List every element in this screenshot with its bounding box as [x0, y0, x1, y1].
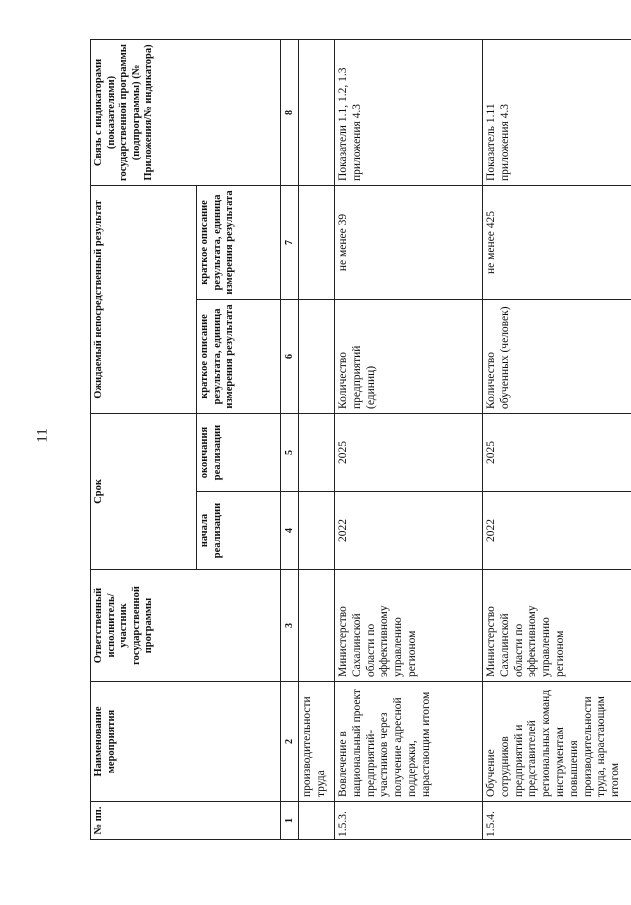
- header-term: Срок: [91, 413, 197, 569]
- header-result-short-2: краткое описание результата, единица измерения результата: [197, 185, 281, 299]
- table-row: [483, 39, 631, 839]
- cell-num: [299, 802, 335, 840]
- column-number: 1: [281, 802, 299, 840]
- cell-result-value: не менее 39: [335, 185, 483, 299]
- cell-name: Вовлечение в национальный проект предприятий-участников через получение адресной поддержки, нарастающим итогом: [335, 682, 483, 802]
- column-number: 3: [281, 570, 299, 682]
- cell-num: 1.5.4.: [483, 802, 631, 840]
- table-row: [335, 39, 483, 839]
- cell-name: Обучение сотрудников предприятий и представителей региональных команд инструментам повышения производительности труда, нарастающим итогом: [483, 682, 631, 802]
- cell-name: производительности труда: [299, 682, 335, 802]
- cell-end: 2025: [335, 413, 483, 491]
- column-number: 7: [281, 185, 299, 299]
- cell-result-value: [299, 185, 335, 299]
- header-result: Ожидаемый непосредственный результат: [91, 185, 197, 413]
- header-result-short: краткое описание результата, единица измерения результата: [197, 299, 281, 413]
- cell-start: 2022: [335, 492, 483, 570]
- column-number: 5: [281, 413, 299, 491]
- cell-executor: Министерство Сахалинской области по эффективному управлению регионом: [335, 570, 483, 682]
- column-number: 8: [281, 39, 299, 185]
- table-wrapper: [90, 40, 631, 840]
- cell-result-desc: Количество предприятий (единиц): [335, 299, 483, 413]
- cell-end: [299, 413, 335, 491]
- cell-end: 2025: [483, 413, 631, 491]
- header-name: Наименование мероприятия: [91, 682, 281, 802]
- column-number: 6: [281, 299, 299, 413]
- cell-link: Показатель 1.11 приложения 4.3: [483, 39, 631, 185]
- cell-executor: [299, 570, 335, 682]
- cell-result-desc: Количество обученных (человек): [483, 299, 631, 413]
- cell-executor: Министерство Сахалинской области по эффективному управлению регионом: [483, 570, 631, 682]
- header-executor: Ответственный исполнитель/участник государственной программы: [91, 570, 281, 682]
- column-number: 2: [281, 682, 299, 802]
- header-link: Связь с индикаторами (показателями) государственной программы (подпрограммы) (№ Приложения/№ индикатора): [91, 39, 281, 185]
- cell-result-value: не менее 425: [483, 185, 631, 299]
- cell-link: [299, 39, 335, 185]
- table-row-continuation: [299, 39, 335, 839]
- cell-start: [299, 492, 335, 570]
- cell-result-desc: [299, 299, 335, 413]
- cell-link: Показатели 1.1, 1.2, 1.3 приложения 4.3: [335, 39, 483, 185]
- header-term-start: начала реализации: [197, 492, 281, 570]
- page-number: 11: [34, 428, 51, 443]
- column-number: 4: [281, 492, 299, 570]
- cell-num: 1.5.3.: [335, 802, 483, 840]
- activities-table: [90, 39, 631, 840]
- header-num: № пп.: [91, 802, 281, 840]
- cell-start: 2022: [483, 492, 631, 570]
- header-term-end: окончания реализации: [197, 413, 281, 491]
